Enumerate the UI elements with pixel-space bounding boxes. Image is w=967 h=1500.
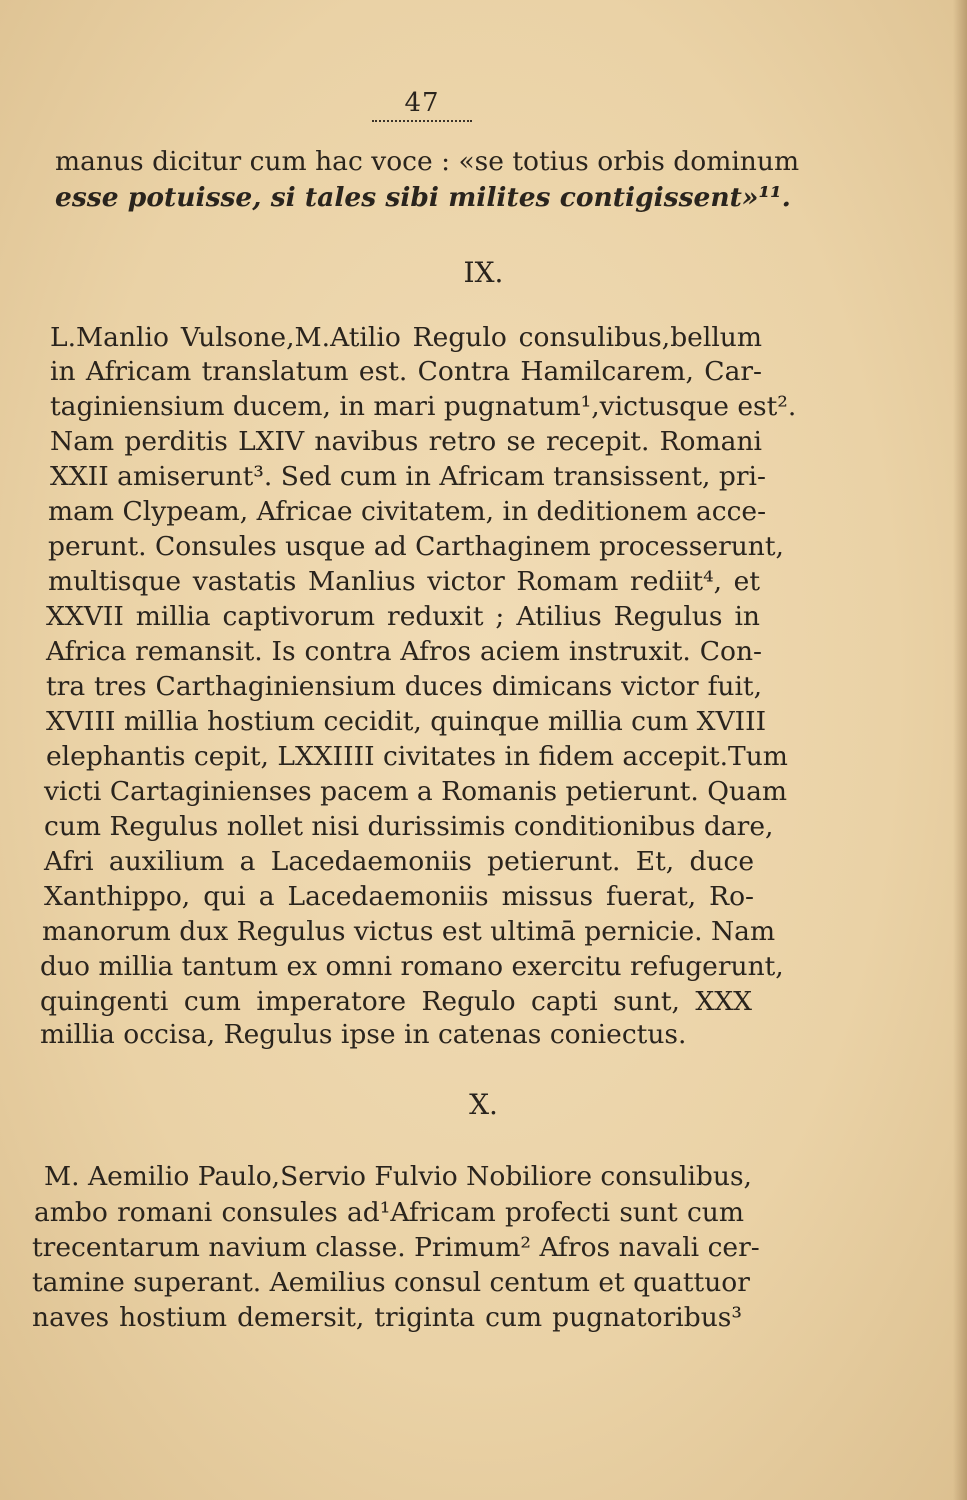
text-line: manorum dux Regulus victus est ultimā pernicie. Nam bbox=[42, 916, 776, 947]
text-line: in Africam translatum est. Contra Hamilcarem, Car- bbox=[50, 356, 762, 387]
text-line: multisque vastatis Manlius victor Romam rediit⁴, et bbox=[48, 566, 760, 597]
page-edge-shadow bbox=[953, 0, 967, 1500]
text-line: millia occisa, Regulus ipse in catenas coniectus. bbox=[40, 1019, 687, 1050]
text-line: M. Aemilio Paulo,Servio Fulvio Nobiliore consulibus, bbox=[44, 1161, 752, 1192]
text-line: esse potuisse, si tales sibi milites contigissent»¹¹. bbox=[55, 182, 791, 213]
text-line: manus dicitur cum hac voce : «se totius orbis dominum bbox=[55, 146, 800, 177]
text-line: Afri auxilium a Lacedaemoniis petierunt. Et, duce bbox=[44, 846, 754, 877]
text-line: L.Manlio Vulsone,M.Atilio Regulo consulibus,bellum bbox=[50, 322, 762, 353]
text-line: XVIII millia hostium cecidit, quinque millia cum XVIII bbox=[46, 706, 767, 737]
text-line: XXVII millia captivorum reduxit ; Atilius Regulus in bbox=[46, 601, 760, 632]
text-line: tamine superant. Aemilius consul centum et quattuor bbox=[32, 1267, 750, 1298]
text-line: ambo romani consules ad¹Africam profecti sunt cum bbox=[34, 1197, 744, 1228]
text-line: duo millia tantum ex omni romano exercitu refugerunt, bbox=[40, 951, 784, 982]
page-number-rule bbox=[372, 120, 472, 122]
text-line: cum Regulus nollet nisi durissimis conditionibus dare, bbox=[44, 811, 774, 842]
text-line: quingenti cum imperatore Regulo capti sunt, XXX bbox=[40, 986, 752, 1017]
text-line: victi Cartaginienses pacem a Romanis petierunt. Quam bbox=[44, 776, 787, 807]
text-line: Africa remansit. Is contra Afros aciem instruxit. Con- bbox=[46, 636, 762, 667]
section-heading-x: X. bbox=[469, 1088, 498, 1121]
page-number: 47 bbox=[404, 88, 440, 118]
text-line: taginiensium ducem, in mari pugnatum¹,victusque est². bbox=[50, 391, 797, 422]
text-line: tra tres Carthaginiensium duces dimicans victor fuit, bbox=[46, 671, 762, 702]
text-line: naves hostium demersit, triginta cum pugnatoribus³ bbox=[32, 1302, 742, 1333]
text-line: XXII amiserunt³. Sed cum in Africam transissent, pri- bbox=[50, 461, 766, 492]
text-line: perunt. Consules usque ad Carthaginem processerunt, bbox=[48, 531, 784, 562]
text-line: elephantis cepit, LXXIIII civitates in fidem accepit.Tum bbox=[46, 741, 788, 772]
text-line: Nam perditis LXIV navibus retro se recepit. Romani bbox=[50, 426, 762, 457]
text-line: trecentarum navium classe. Primum² Afros navali cer- bbox=[32, 1232, 760, 1263]
text-line: Xanthippo, qui a Lacedaemoniis missus fuerat, Ro- bbox=[44, 881, 754, 912]
section-heading-ix: IX. bbox=[463, 256, 504, 289]
text-line: mam Clypeam, Africae civitatem, in deditionem acce- bbox=[48, 496, 767, 527]
